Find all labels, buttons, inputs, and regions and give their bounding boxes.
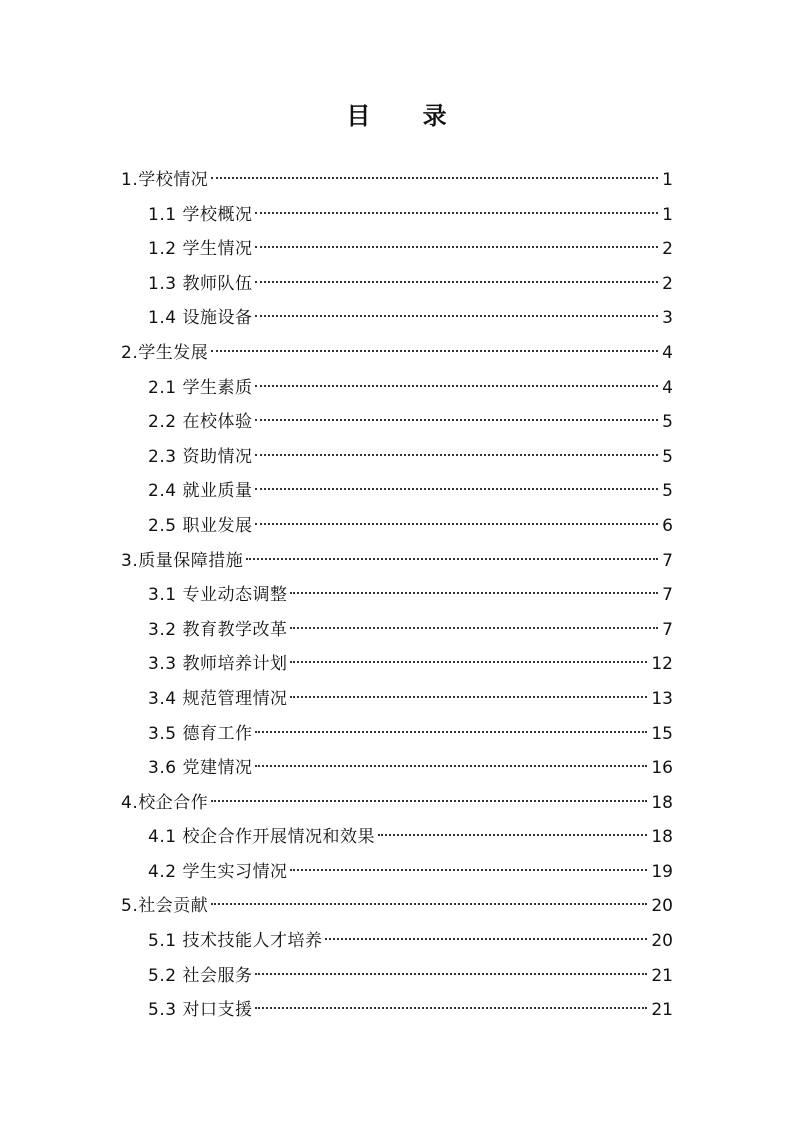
toc-page-number: 5 xyxy=(662,481,673,502)
toc-page-number: 5 xyxy=(662,446,673,467)
toc-dot-leader xyxy=(211,800,647,802)
toc-dot-leader xyxy=(211,177,658,179)
toc-entry-label: 1.2 学生情况 xyxy=(148,239,253,260)
toc-dot-leader xyxy=(255,212,658,214)
toc-dot-leader xyxy=(255,281,658,283)
toc-page-number: 3 xyxy=(662,308,673,329)
toc-dot-leader xyxy=(255,1007,647,1009)
toc-page-number: 2 xyxy=(662,273,673,294)
toc-subsection-entry[interactable] xyxy=(121,405,673,440)
toc-subsection-entry[interactable] xyxy=(121,267,673,302)
toc-dot-leader xyxy=(255,523,658,525)
toc-page-number: 12 xyxy=(651,654,673,675)
toc-page-number: 16 xyxy=(651,758,673,779)
toc-section-entry[interactable] xyxy=(121,336,673,371)
toc-page-number: 2 xyxy=(662,239,673,260)
toc-dot-leader xyxy=(255,765,647,767)
toc-section-entry[interactable] xyxy=(121,544,673,579)
page-title: 目 录 xyxy=(346,102,469,130)
toc-page-number: 19 xyxy=(651,861,673,882)
toc-entry-label: 3.1 专业动态调整 xyxy=(148,585,288,606)
toc-entry-label: 5.1 技术技能人才培养 xyxy=(148,931,323,952)
toc-page-number: 1 xyxy=(662,204,673,225)
toc-entry-label: 5.2 社会服务 xyxy=(148,965,253,986)
toc-entry-label: 2.1 学生素质 xyxy=(148,377,253,398)
toc-entry-label: 1.学校情况 xyxy=(121,170,209,190)
toc-subsection-entry[interactable] xyxy=(121,440,673,475)
toc-dot-leader xyxy=(211,350,658,352)
toc-page-number: 13 xyxy=(651,688,673,709)
toc-dot-leader xyxy=(290,661,647,663)
toc-dot-leader xyxy=(211,903,647,905)
toc-section-entry[interactable] xyxy=(121,889,673,924)
toc-subsection-entry[interactable] xyxy=(121,301,673,336)
toc-page-number: 5 xyxy=(662,412,673,433)
toc-entry-label: 3.质量保障措施 xyxy=(121,550,244,571)
toc-entry-label: 2.4 就业质量 xyxy=(148,481,253,502)
toc-subsection-entry[interactable] xyxy=(121,717,673,752)
toc-page-number: 18 xyxy=(651,792,673,813)
toc-subsection-entry[interactable] xyxy=(121,751,673,786)
toc-subsection-entry[interactable] xyxy=(121,682,673,717)
toc-subsection-entry[interactable] xyxy=(121,613,673,648)
toc-dot-leader xyxy=(246,558,658,560)
toc-page-number: 4 xyxy=(662,342,673,363)
toc-dot-leader xyxy=(255,454,658,456)
toc-dot-leader xyxy=(290,592,658,594)
toc-page-number: 6 xyxy=(662,515,673,536)
toc-dot-leader xyxy=(290,696,647,698)
toc-page-number: 1 xyxy=(662,170,673,190)
toc-page-number: 18 xyxy=(651,827,673,848)
toc-dot-leader xyxy=(255,731,647,733)
toc-page-number: 20 xyxy=(651,896,673,917)
toc-entry-label: 4.校企合作 xyxy=(121,792,209,813)
table-of-contents xyxy=(121,163,673,1028)
toc-subsection-entry[interactable] xyxy=(121,371,673,406)
toc-dot-leader xyxy=(378,834,647,836)
toc-dot-leader xyxy=(255,385,658,387)
toc-subsection-entry[interactable] xyxy=(121,232,673,267)
toc-subsection-entry[interactable] xyxy=(121,924,673,959)
toc-section-entry[interactable] xyxy=(121,786,673,821)
toc-dot-leader xyxy=(255,488,658,490)
toc-entry-label: 3.5 德育工作 xyxy=(148,723,253,744)
toc-subsection-entry[interactable] xyxy=(121,959,673,994)
toc-page-number: 7 xyxy=(662,550,673,571)
toc-section-entry[interactable] xyxy=(121,163,673,198)
toc-entry-label: 4.1 校企合作开展情况和效果 xyxy=(148,827,375,848)
toc-page-number: 7 xyxy=(662,619,673,640)
toc-entry-label: 3.6 党建情况 xyxy=(148,758,253,779)
toc-subsection-entry[interactable] xyxy=(121,647,673,682)
toc-entry-label: 4.2 学生实习情况 xyxy=(148,861,288,882)
toc-subsection-entry[interactable] xyxy=(121,198,673,233)
toc-dot-leader xyxy=(290,869,647,871)
toc-page-number: 4 xyxy=(662,377,673,398)
toc-entry-label: 2.3 资助情况 xyxy=(148,446,253,467)
toc-subsection-entry[interactable] xyxy=(121,578,673,613)
toc-entry-label: 2.学生发展 xyxy=(121,342,209,363)
toc-dot-leader xyxy=(290,627,658,629)
toc-entry-label: 1.4 设施设备 xyxy=(148,308,253,329)
toc-dot-leader xyxy=(325,938,647,940)
toc-entry-label: 3.4 规范管理情况 xyxy=(148,688,288,709)
toc-entry-label: 5.3 对口支援 xyxy=(148,1000,253,1021)
toc-dot-leader xyxy=(255,315,658,317)
toc-subsection-entry[interactable] xyxy=(121,474,673,509)
toc-subsection-entry[interactable] xyxy=(121,820,673,855)
toc-page-number: 21 xyxy=(651,1000,673,1021)
toc-dot-leader xyxy=(255,246,658,248)
toc-page-number: 21 xyxy=(651,965,673,986)
toc-entry-label: 2.5 职业发展 xyxy=(148,515,253,536)
toc-entry-label: 2.2 在校体验 xyxy=(148,412,253,433)
toc-subsection-entry[interactable] xyxy=(121,855,673,890)
toc-page-number: 15 xyxy=(651,723,673,744)
toc-subsection-entry[interactable] xyxy=(121,993,673,1028)
toc-page-number: 20 xyxy=(651,931,673,952)
toc-dot-leader xyxy=(255,419,658,421)
toc-entry-label: 1.1 学校概况 xyxy=(148,204,253,225)
toc-entry-label: 3.3 教师培养计划 xyxy=(148,654,288,675)
toc-subsection-entry[interactable] xyxy=(121,509,673,544)
toc-dot-leader xyxy=(255,973,647,975)
toc-entry-label: 1.3 教师队伍 xyxy=(148,273,253,294)
toc-entry-label: 5.社会贡献 xyxy=(121,896,209,917)
toc-page-number: 7 xyxy=(662,585,673,606)
toc-entry-label: 3.2 教育教学改革 xyxy=(148,619,288,640)
